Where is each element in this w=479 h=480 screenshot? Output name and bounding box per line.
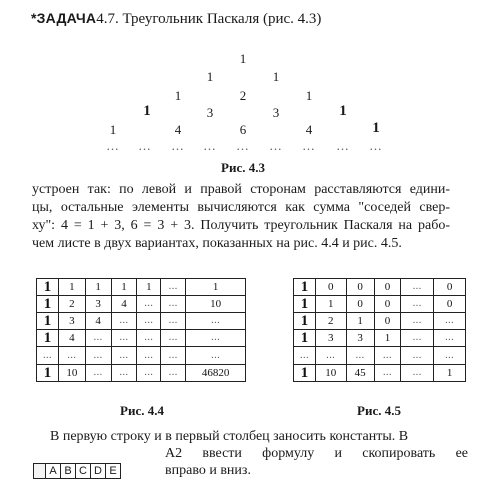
table-cell: 1 xyxy=(294,365,316,382)
triangle-cell: 3 xyxy=(272,105,280,120)
table-row xyxy=(294,296,466,313)
pascal-table-rectangular xyxy=(36,278,246,382)
triangle-dots: ... xyxy=(269,138,283,153)
select-all-corner[interactable] xyxy=(34,464,45,478)
triangle-cell: 1 xyxy=(239,51,247,66)
table-cell: 4 xyxy=(85,313,111,330)
triangle-dots: ... xyxy=(106,138,120,153)
table-cell: 0 xyxy=(315,279,346,296)
triangle-cell: 1 xyxy=(206,69,214,84)
instructions-line-1: В первую строку и в первый столбец заносить константы. В xyxy=(50,429,409,444)
table-row xyxy=(294,279,466,296)
table-cell: 1 xyxy=(37,365,59,382)
table-cell: ... xyxy=(161,330,186,347)
table-cell: ... xyxy=(85,365,111,382)
table-cell: ... xyxy=(111,347,137,365)
triangle-cell: 1 xyxy=(305,88,313,103)
table-cell: ... xyxy=(434,313,466,330)
table-cell: ... xyxy=(85,347,111,365)
table-cell: 1 xyxy=(85,279,111,296)
paragraph-line: цы, остальные элементы вычисляются как сумма "соседей свер- xyxy=(32,200,450,215)
table-cell: ... xyxy=(401,279,434,296)
task-tag: *ЗАДАЧА xyxy=(31,10,97,26)
table-cell: 1 xyxy=(294,330,316,347)
table-cell: ... xyxy=(186,330,246,347)
table-cell: 1 xyxy=(137,279,161,296)
triangle-cell: 4 xyxy=(305,122,313,137)
table-cell: 1 xyxy=(294,296,316,313)
table-cell: 3 xyxy=(85,296,111,313)
table-cell: 1 xyxy=(37,296,59,313)
triangle-dots: ... xyxy=(336,138,350,153)
table-cell: 2 xyxy=(315,313,346,330)
paragraph-line: устроен так: по левой и правой сторонам расставляются едини- xyxy=(32,182,450,197)
table-cell: 1 xyxy=(37,330,59,347)
figure-caption-4-5: Рис. 4.5 xyxy=(357,403,401,418)
table-cell: ... xyxy=(58,347,85,365)
table-cell: ... xyxy=(401,365,434,382)
table-cell: ... xyxy=(186,313,246,330)
table-cell: 2 xyxy=(58,296,85,313)
table-cell: 10 xyxy=(186,296,246,313)
table-cell: ... xyxy=(37,347,59,365)
spreadsheet-column-header xyxy=(33,463,121,479)
figure-caption-4-3: Рис. 4.3 xyxy=(221,160,265,175)
table-cell: ... xyxy=(85,330,111,347)
table-cell: 1 xyxy=(58,279,85,296)
column-header-a[interactable]: A xyxy=(45,464,60,478)
table-cell: 1 xyxy=(315,296,346,313)
table-row xyxy=(37,313,246,330)
column-header-c[interactable]: C xyxy=(75,464,90,478)
table-cell: 1 xyxy=(346,313,374,330)
table-row xyxy=(294,347,466,365)
table-cell: ... xyxy=(137,296,161,313)
table-cell: ... xyxy=(137,313,161,330)
triangle-dots: ... xyxy=(369,138,383,153)
instructions-line: A2 ввести формулу и скопировать ее xyxy=(165,446,468,461)
pascal-table-triangular xyxy=(293,278,466,382)
triangle-cell: 1 xyxy=(339,103,347,119)
triangle-cell: 1 xyxy=(109,122,117,137)
table-row xyxy=(294,365,466,382)
table-cell: ... xyxy=(401,296,434,313)
table-cell: 1 xyxy=(37,279,59,296)
column-header-b[interactable]: B xyxy=(60,464,75,478)
table-cell: ... xyxy=(346,347,374,365)
table-cell: 0 xyxy=(434,296,466,313)
table-cell: ... xyxy=(161,279,186,296)
table-cell: ... xyxy=(315,347,346,365)
paragraph-line: чем листе в двух вариантах, показанных на рис. 4.4 и рис. 4.5. xyxy=(32,236,402,251)
table-cell: ... xyxy=(161,365,186,382)
table-row xyxy=(37,279,246,296)
table-cell: ... xyxy=(111,313,137,330)
table-cell: 45 xyxy=(346,365,374,382)
table-cell: ... xyxy=(186,347,246,365)
table-cell: 0 xyxy=(434,279,466,296)
table-cell: 3 xyxy=(346,330,374,347)
table-row xyxy=(294,330,466,347)
table-cell: ... xyxy=(401,347,434,365)
triangle-cell: 1 xyxy=(143,103,151,119)
table-cell: ... xyxy=(434,347,466,365)
figure-caption-4-4: Рис. 4.4 xyxy=(120,403,164,418)
table-cell: ... xyxy=(137,365,161,382)
table-cell: 1 xyxy=(374,330,401,347)
table-cell: 0 xyxy=(374,313,401,330)
triangle-cell: 4 xyxy=(174,122,182,137)
triangle-cell: 1 xyxy=(174,88,182,103)
table-cell: 1 xyxy=(294,313,316,330)
table-cell: 1 xyxy=(294,279,316,296)
table-cell: ... xyxy=(294,347,316,365)
triangle-cell: 1 xyxy=(372,120,380,136)
table-row xyxy=(294,313,466,330)
table-row xyxy=(37,365,246,382)
table-cell: ... xyxy=(161,347,186,365)
table-cell: ... xyxy=(111,365,137,382)
table-cell: 46820 xyxy=(186,365,246,382)
triangle-dots: ... xyxy=(236,138,250,153)
table-cell: 3 xyxy=(58,313,85,330)
table-cell: 4 xyxy=(111,296,137,313)
table-cell: ... xyxy=(161,313,186,330)
paragraph-line: ху": 4 = 1 + 3, 6 = 3 + 3. Получить треугольник Паскаля на рабо- xyxy=(32,218,450,233)
triangle-cell: 1 xyxy=(272,69,280,84)
table-row xyxy=(37,296,246,313)
table-cell: 1 xyxy=(37,313,59,330)
table-row xyxy=(37,330,246,347)
table-cell: 0 xyxy=(346,296,374,313)
table-cell: ... xyxy=(137,347,161,365)
triangle-dots: ... xyxy=(138,138,152,153)
table-cell: 0 xyxy=(346,279,374,296)
triangle-cell: 2 xyxy=(239,88,247,103)
table-cell: 1 xyxy=(434,365,466,382)
instructions-line: вправо и вниз. xyxy=(165,463,251,478)
table-cell: 10 xyxy=(58,365,85,382)
table-cell: 4 xyxy=(58,330,85,347)
table-cell: ... xyxy=(374,347,401,365)
triangle-dots: ... xyxy=(203,138,217,153)
task-heading xyxy=(31,10,321,28)
triangle-cell: 3 xyxy=(206,105,214,120)
column-header-e[interactable]: E xyxy=(105,464,120,478)
table-cell: 1 xyxy=(186,279,246,296)
table-row xyxy=(37,347,246,365)
table-cell: ... xyxy=(374,365,401,382)
table-cell: 1 xyxy=(111,279,137,296)
table-cell: ... xyxy=(401,330,434,347)
instructions xyxy=(165,445,468,479)
task-description xyxy=(32,181,450,253)
triangle-dots: ... xyxy=(302,138,316,153)
triangle-cell: 6 xyxy=(239,122,247,137)
table-cell: ... xyxy=(434,330,466,347)
table-cell: 10 xyxy=(315,365,346,382)
table-cell: ... xyxy=(161,296,186,313)
triangle-dots: ... xyxy=(171,138,185,153)
task-title: 4.7. Треугольник Паскаля (рис. 4.3) xyxy=(96,11,322,27)
table-cell: 0 xyxy=(374,279,401,296)
column-header-d[interactable]: D xyxy=(90,464,105,478)
table-cell: 0 xyxy=(374,296,401,313)
table-cell: 3 xyxy=(315,330,346,347)
table-cell: ... xyxy=(137,330,161,347)
table-cell: ... xyxy=(401,313,434,330)
table-cell: ... xyxy=(111,330,137,347)
